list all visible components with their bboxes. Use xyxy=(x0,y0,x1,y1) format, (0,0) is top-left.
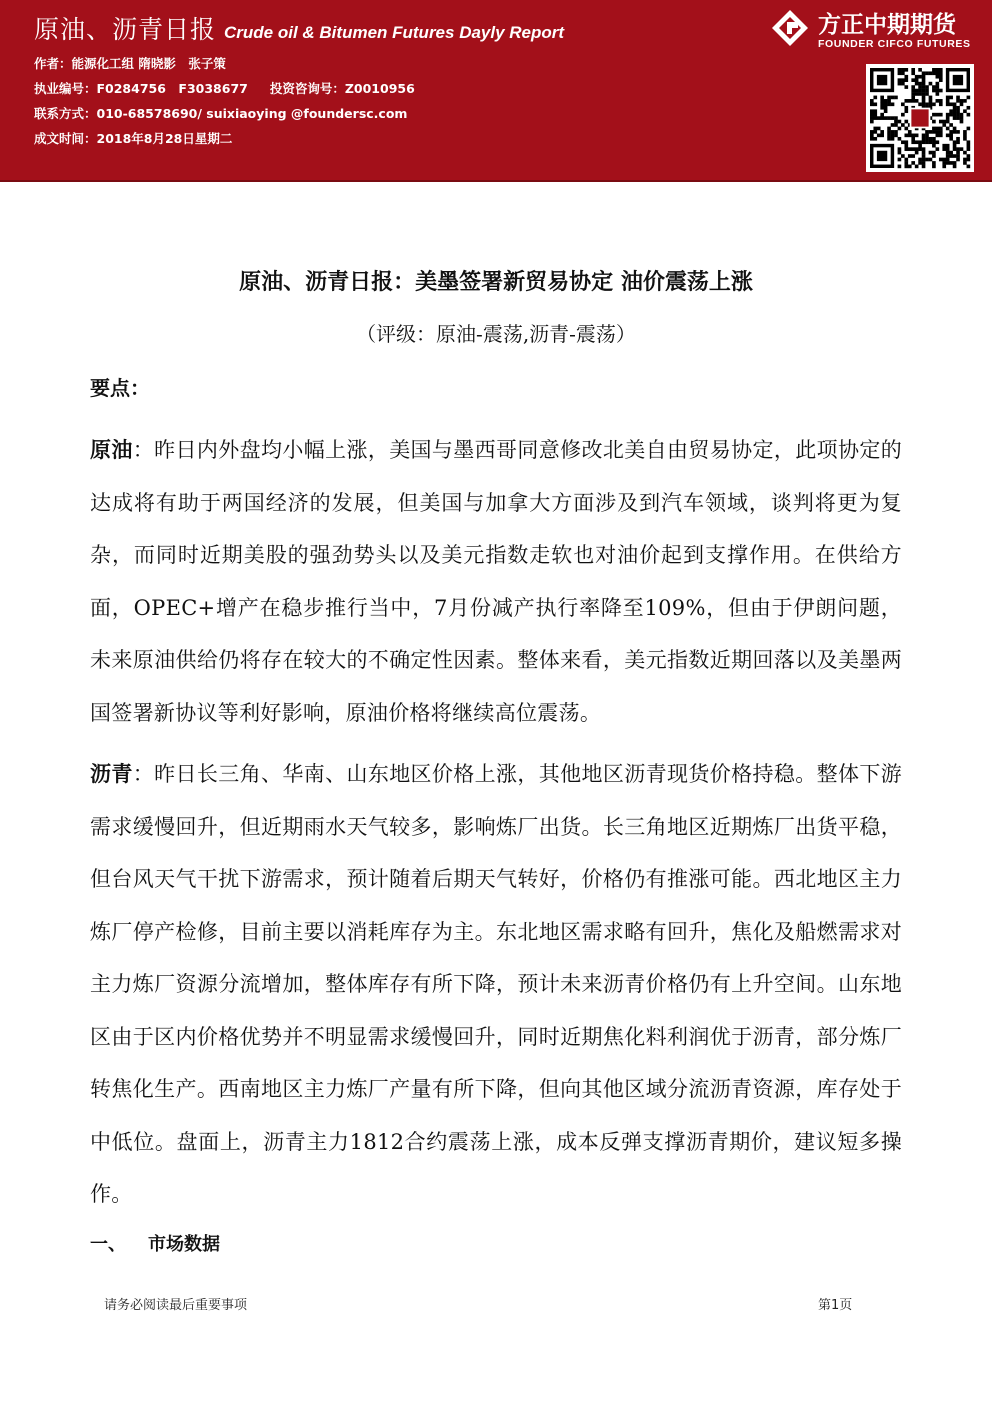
meta-license-ids: 执业编号：F0284756 F3038677 xyxy=(34,81,248,96)
key-points-heading: 要点： xyxy=(90,376,150,400)
crude-oil-label: 原油 xyxy=(90,438,133,462)
document-title: 原油、沥青日报：美墨签署新贸易协定 油价震荡上涨 xyxy=(239,270,753,295)
bitumen-paragraph xyxy=(90,748,902,1221)
market-data-heading xyxy=(90,1230,220,1256)
meta-author: 作者：能源化工组 隋晓影 张子策 xyxy=(34,56,226,71)
market-data-label: 市场数据 xyxy=(148,1234,220,1255)
report-header-title xyxy=(34,10,564,46)
market-data-number: 一、 xyxy=(90,1234,126,1255)
meta-date: 成文时间：2018年8月28日星期二 xyxy=(34,131,233,146)
report-meta xyxy=(34,57,594,157)
crude-oil-paragraph xyxy=(90,424,902,739)
report-title-cn: 原油、沥青日报 xyxy=(34,15,217,44)
bitumen-label: 沥青 xyxy=(90,762,133,786)
crude-oil-text: ：昨日内外盘均小幅上涨，美国与墨西哥同意修改北美自由贸易协定，此项协定的达成将有助于两国经济的发展，但美国与加拿大方面涉及到汽车领域，谈判将更为复杂，而同时近期美股的强劲势头以及美元指数走软也对油价起到支撑作用。在供给方面，OPEC+增产在稳步推行当中，7月份减产执行率降至109%，但由于伊朗问题，未来原油供给仍将存在较大的不确定性因素。整体来看，美元指数近期回落以及美墨两国签署新协议等利好影响，原油价格将继续高位震荡。 xyxy=(90,438,902,725)
report-title-en: Crude oil & Bitumen Futures Dayly Report xyxy=(224,23,565,42)
footer-notice: 请务必阅读最后重要事项 xyxy=(104,1298,248,1313)
footer-page-number: 第1页 xyxy=(818,1298,853,1313)
logo-name-en: FOUNDER CIFCO FUTURES xyxy=(818,38,971,50)
document-rating: （评级：原油-震荡,沥青-震荡） xyxy=(356,322,636,346)
qr-code-icon xyxy=(866,64,974,172)
company-logo xyxy=(770,6,986,58)
report-header xyxy=(0,0,992,180)
meta-ids xyxy=(34,82,594,107)
bitumen-text: ：昨日长三角、华南、山东地区价格上涨，其他地区沥青现货价格持稳。整体下游需求缓慢回升，但近期雨水天气较多，影响炼厂出货。长三角地区近期炼厂出货平稳，但台风天气干扰下游需求，预计随着后期天气转好，价格仍有推涨可能。西北地区主力炼厂停产检修，目前主要以消耗库存为主。东北地区需求略有回升，焦化及船燃需求对主力炼厂资源分流增加，整体库存有所下降，预计未来沥青价格仍有上升空间。山东地区由于区内价格优势并不明显需求缓慢回升，同时近期焦化料利润优于沥青，部分炼厂转焦化生产。西南地区主力炼厂产量有所下降，但向其他区域分流沥青资源，库存处于中低位。盘面上，沥青主力1812合约震荡上涨，成本反弹支撑沥青期价，建议短多操作。 xyxy=(90,762,902,1206)
meta-advisory-id: 投资咨询号：Z0010956 xyxy=(269,81,415,96)
header-divider xyxy=(0,180,992,182)
meta-contact: 联系方式：010-68578690/ suixiaoying @foundersc.com xyxy=(34,106,408,121)
founder-logo-icon xyxy=(770,8,810,48)
logo-name-cn: 方正中期期货 xyxy=(818,12,956,38)
